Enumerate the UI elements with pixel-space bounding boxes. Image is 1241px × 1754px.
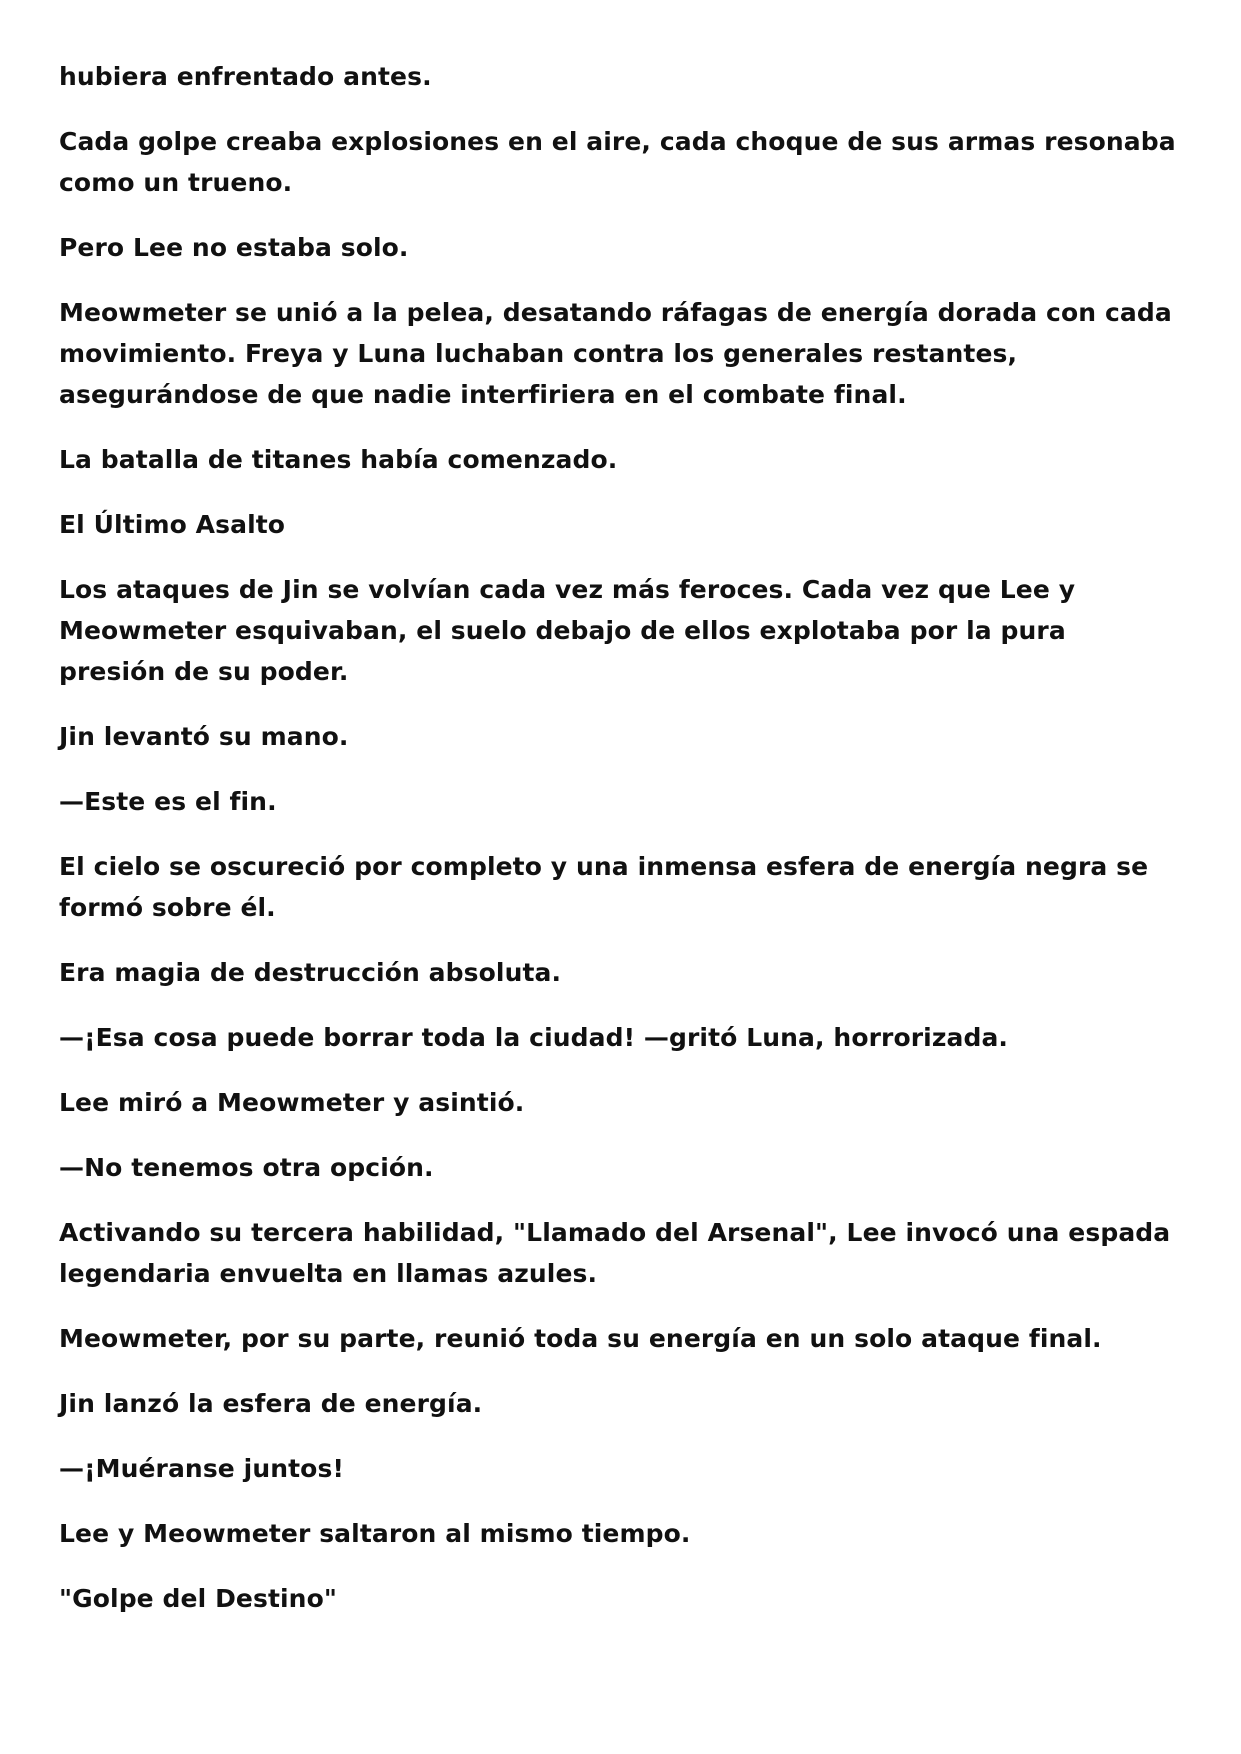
dialogue-line: —No tenemos otra opción. [59,1153,434,1182]
paragraph: Pero Lee no estaba solo. [59,233,409,262]
paragraph: El cielo se oscureció por completo y una inmensa esfera de energía negra se formó sobre él. [59,852,1149,922]
paragraph: Jin levantó su mano. [59,722,349,751]
attack-name: "Golpe del Destino" [59,1584,337,1613]
document-page [59,56,1179,1643]
paragraph: Lee y Meowmeter saltaron al mismo tiempo. [59,1519,691,1548]
paragraph: Cada golpe creaba explosiones en el aire, cada choque de sus armas resonaba como un trueno. [59,127,1176,197]
section-heading: El Último Asalto [59,510,286,539]
paragraph: Activando su tercera habilidad, "Llamado del Arsenal", Lee invocó una espada legendaria envuelta en llamas azules. [59,1218,1171,1288]
paragraph: Meowmeter, por su parte, reunió toda su energía en un solo ataque final. [59,1324,1102,1353]
dialogue-line: —¡Muéranse juntos! [59,1454,344,1483]
paragraph: Jin lanzó la esfera de energía. [59,1389,483,1418]
paragraph: Era magia de destrucción absoluta. [59,958,562,987]
paragraph: La batalla de titanes había comenzado. [59,445,618,474]
paragraph: Lee miró a Meowmeter y asintió. [59,1088,525,1117]
dialogue-line: —¡Esa cosa puede borrar toda la ciudad! —gritó Luna, horrorizada. [59,1023,1009,1052]
paragraph: Meowmeter se unió a la pelea, desatando ráfagas de energía dorada con cada movimiento. Freya y Luna luchaban contra los generales restantes, asegurándose de que nadie interfiriera en el combate final. [59,298,1172,409]
paragraph: hubiera enfrentado antes. [59,62,432,91]
dialogue-line: —Este es el fin. [59,787,277,816]
paragraph: Los ataques de Jin se volvían cada vez más feroces. Cada vez que Lee y Meowmeter esquivaban, el suelo debajo de ellos explotaba por la pura presión de su poder. [59,575,1076,686]
